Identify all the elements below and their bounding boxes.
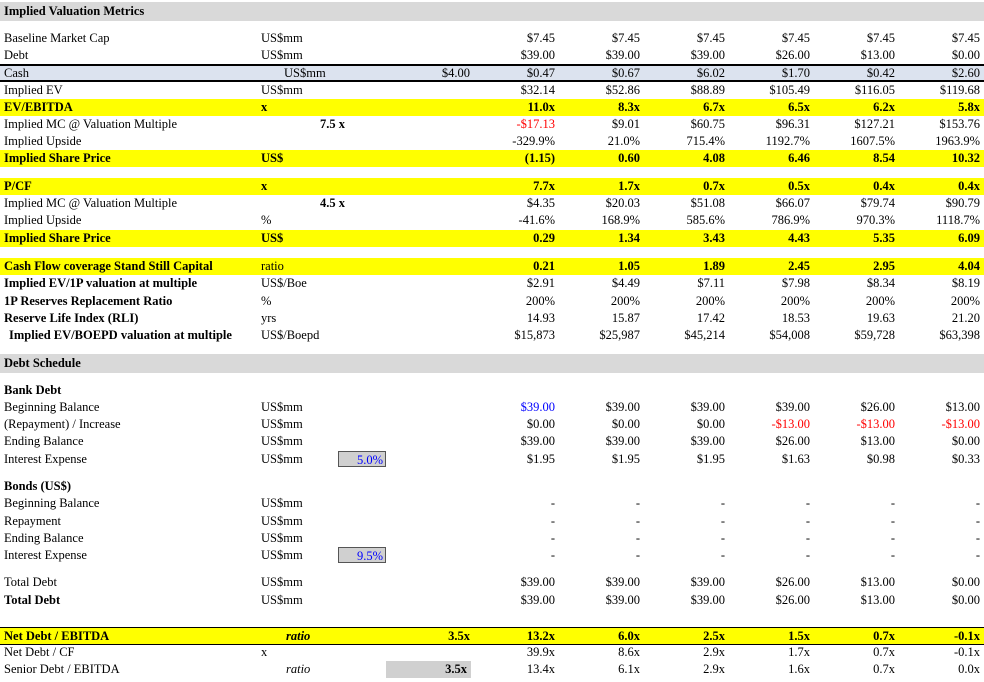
- value-cell[interactable]: -: [550, 548, 555, 562]
- row-ev-ebitda[interactable]: [0, 99, 984, 116]
- value-cell[interactable]: $39.00: [605, 593, 640, 607]
- value-cell[interactable]: -$13.00: [856, 417, 895, 431]
- value-cell[interactable]: $2.91: [526, 276, 555, 290]
- row-reserve-life-index[interactable]: [0, 310, 984, 327]
- row-bank-repayment[interactable]: [0, 416, 984, 433]
- row-unit: US$/Boepd: [261, 328, 320, 342]
- value-cell[interactable]: 5.35: [873, 231, 895, 245]
- value-cell[interactable]: -: [550, 531, 555, 545]
- value-cell[interactable]: 1.34: [618, 231, 640, 245]
- value-cell[interactable]: 13.4x: [526, 662, 555, 676]
- value-cell[interactable]: $32.14: [520, 83, 555, 97]
- row-label: 1P Reserves Replacement Ratio: [4, 294, 173, 308]
- value-cell[interactable]: 1607.5%: [850, 134, 895, 148]
- value-cell[interactable]: -: [635, 531, 640, 545]
- row-label: Beginning Balance: [4, 400, 100, 414]
- row-unit: US$mm: [261, 452, 303, 466]
- value-cell[interactable]: $39.00: [520, 48, 555, 62]
- row-label: Interest Expense: [4, 548, 87, 562]
- value-cell[interactable]: 1.7x: [788, 645, 810, 659]
- value-cell[interactable]: -: [805, 514, 810, 528]
- value-cell[interactable]: $7.45: [866, 31, 895, 45]
- value-cell[interactable]: 0.5x: [788, 179, 810, 193]
- row-unit: US$mm: [261, 48, 303, 62]
- row-label: (Repayment) / Increase: [4, 417, 121, 431]
- value-cell[interactable]: -: [550, 496, 555, 510]
- row-label: Implied EV: [4, 83, 63, 97]
- row-senior-debt-ebitda[interactable]: [0, 661, 984, 678]
- value-cell[interactable]: $0.67: [611, 66, 640, 80]
- value-cell[interactable]: $116.05: [854, 83, 895, 97]
- value-cell[interactable]: -: [975, 514, 980, 528]
- value-cell[interactable]: $26.00: [775, 593, 810, 607]
- value-cell[interactable]: 21.20: [951, 311, 980, 325]
- value-cell[interactable]: $0.00: [611, 417, 640, 431]
- value-cell[interactable]: 0.60: [618, 151, 640, 165]
- value-cell[interactable]: 970.3%: [856, 213, 895, 227]
- value-cell[interactable]: 3.43: [703, 231, 725, 245]
- value-cell[interactable]: 15.87: [611, 311, 640, 325]
- row-bonds-repayment[interactable]: [0, 513, 984, 530]
- value-cell[interactable]: $63,398: [939, 328, 980, 342]
- value-cell[interactable]: -: [805, 496, 810, 510]
- value-cell[interactable]: $7.45: [781, 31, 810, 45]
- value-cell[interactable]: 1.7x: [618, 179, 640, 193]
- row-implied-share-price-pcf[interactable]: [0, 230, 984, 247]
- value-cell[interactable]: $20.03: [605, 196, 640, 210]
- value-cell[interactable]: -$13.00: [771, 417, 810, 431]
- value-cell[interactable]: $7.45: [611, 31, 640, 45]
- value-cell[interactable]: $13.00: [945, 400, 980, 414]
- value-cell[interactable]: $1.95: [611, 452, 640, 466]
- value-cell[interactable]: 1963.9%: [935, 134, 980, 148]
- value-cell[interactable]: 4.04: [958, 259, 980, 273]
- row-unit: US$mm: [261, 434, 303, 448]
- value-cell[interactable]: 17.42: [696, 311, 725, 325]
- row-label: Cash: [4, 66, 29, 80]
- value-cell[interactable]: 6.2x: [873, 100, 895, 114]
- value-cell[interactable]: $8.34: [866, 276, 895, 290]
- value-cell[interactable]: -0.1x: [953, 645, 980, 659]
- section-title: Implied Valuation Metrics: [4, 4, 145, 18]
- value-cell[interactable]: 8.3x: [618, 100, 640, 114]
- row-unit: ratio: [261, 259, 284, 273]
- row-label: Total Debt: [4, 593, 61, 607]
- value-cell[interactable]: 2.9x: [703, 645, 725, 659]
- value-cell[interactable]: 715.4%: [686, 134, 725, 148]
- value-cell[interactable]: $0.00: [526, 417, 555, 431]
- value-cell[interactable]: $7.45: [526, 31, 555, 45]
- value-cell[interactable]: $0.33: [951, 452, 980, 466]
- row-implied-mc-ev[interactable]: [0, 116, 984, 133]
- row-label: Reserve Life Index (RLI): [4, 311, 139, 325]
- row-unit: US$mm: [261, 83, 303, 97]
- row-label: Net Debt / EBITDA: [4, 629, 110, 643]
- value-cell[interactable]: $25,987: [599, 328, 640, 342]
- value-cell[interactable]: -: [635, 496, 640, 510]
- value-cell[interactable]: $79.74: [860, 196, 895, 210]
- row-debt[interactable]: [0, 47, 984, 64]
- value-cell[interactable]: -: [720, 496, 725, 510]
- value-cell[interactable]: -329.9%: [512, 134, 555, 148]
- value-cell[interactable]: -: [805, 548, 810, 562]
- value-cell[interactable]: 200%: [780, 294, 810, 308]
- value-cell[interactable]: 0.7x: [873, 645, 895, 659]
- value-cell[interactable]: 39.9x: [526, 645, 555, 659]
- row-baseline-market-cap[interactable]: [0, 30, 984, 47]
- row-label: Cash Flow coverage Stand Still Capital: [4, 259, 213, 273]
- value-cell[interactable]: $39.00: [520, 575, 555, 589]
- row-implied-ev[interactable]: [0, 82, 984, 99]
- row-unit: yrs: [261, 311, 277, 325]
- value-cell[interactable]: -: [635, 514, 640, 528]
- row-label: Implied MC @ Valuation Multiple: [4, 196, 178, 210]
- row-bonds-heading: [0, 478, 984, 495]
- value-cell[interactable]: $39.00: [605, 434, 640, 448]
- value-cell[interactable]: $153.76: [939, 117, 980, 131]
- row-p-cf[interactable]: [0, 178, 984, 195]
- value-cell[interactable]: $0.00: [951, 48, 980, 62]
- value-cell[interactable]: $39.00: [690, 575, 725, 589]
- value-cell[interactable]: $0.47: [526, 66, 555, 80]
- value-cell[interactable]: -: [890, 531, 895, 545]
- value-cell[interactable]: 168.9%: [601, 213, 640, 227]
- row-label: Senior Debt / EBITDA: [4, 662, 120, 676]
- value-cell[interactable]: $7.45: [696, 31, 725, 45]
- value-cell[interactable]: $39.00: [690, 434, 725, 448]
- row-bank-beginning-balance[interactable]: [0, 399, 984, 416]
- row-cash-selected[interactable]: [0, 64, 984, 82]
- value-cell[interactable]: -: [975, 531, 980, 545]
- value-cell[interactable]: -: [975, 548, 980, 562]
- subsection-title: Bank Debt: [4, 383, 62, 397]
- value-cell[interactable]: $26.00: [775, 434, 810, 448]
- value-cell[interactable]: 7.7x: [533, 179, 555, 193]
- value-cell[interactable]: $39.00: [520, 434, 555, 448]
- value-cell[interactable]: 2.45: [788, 259, 810, 273]
- row-unit: US$mm: [261, 548, 303, 562]
- threshold-input[interactable]: 3.5x: [386, 661, 471, 678]
- value-cell[interactable]: 0.7x: [873, 662, 895, 676]
- row-bonds-ending-balance[interactable]: [0, 530, 984, 547]
- value-cell[interactable]: 8.6x: [618, 645, 640, 659]
- row-cash-flow-coverage[interactable]: [0, 258, 984, 275]
- row-unit: US$mm: [261, 31, 303, 45]
- value-cell[interactable]: 4.08: [703, 151, 725, 165]
- row-implied-mc-pcf[interactable]: [0, 195, 984, 212]
- value-cell[interactable]: $26.00: [775, 48, 810, 62]
- value-cell[interactable]: $15,873: [514, 328, 555, 342]
- value-cell[interactable]: $7.45: [951, 31, 980, 45]
- interest-rate-input[interactable]: 5.0%: [338, 451, 386, 467]
- row-label: EV/EBITDA: [4, 100, 73, 114]
- row-implied-upside-pcf[interactable]: [0, 212, 984, 229]
- value-cell[interactable]: 6.5x: [788, 100, 810, 114]
- value-cell[interactable]: 0.21: [533, 259, 555, 273]
- value-cell[interactable]: 1192.7%: [765, 134, 810, 148]
- value-cell[interactable]: 0.7x: [703, 179, 725, 193]
- value-cell[interactable]: $52.86: [605, 83, 640, 97]
- value-cell[interactable]: $13.00: [860, 48, 895, 62]
- value-cell[interactable]: $39.00: [690, 48, 725, 62]
- value-cell[interactable]: -: [720, 548, 725, 562]
- value-cell[interactable]: 6.46: [788, 151, 810, 165]
- value-cell[interactable]: 10.32: [951, 151, 980, 165]
- value-cell[interactable]: 19.63: [866, 311, 895, 325]
- value-cell[interactable]: $26.00: [860, 400, 895, 414]
- value-cell[interactable]: $59,728: [854, 328, 895, 342]
- row-label: Beginning Balance: [4, 496, 100, 510]
- row-unit: US$mm: [284, 66, 326, 80]
- row-unit: x: [261, 179, 268, 193]
- row-unit: x: [261, 645, 268, 659]
- row-label: Total Debt: [4, 575, 57, 589]
- value-cell[interactable]: $127.21: [854, 117, 895, 131]
- row-bonds-interest-expense[interactable]: [0, 547, 984, 564]
- interest-rate-input[interactable]: 9.5%: [338, 547, 386, 563]
- value-cell[interactable]: $13.00: [860, 593, 895, 607]
- section-header-debt: [0, 354, 984, 373]
- value-cell[interactable]: $39.00: [605, 400, 640, 414]
- value-cell[interactable]: 18.53: [781, 311, 810, 325]
- value-cell[interactable]: $0.42: [866, 66, 895, 80]
- section-title: Debt Schedule: [4, 356, 81, 370]
- section-header-implied: [0, 2, 984, 21]
- value-cell[interactable]: $0.00: [951, 575, 980, 589]
- row-unit: x: [261, 100, 268, 114]
- value-cell[interactable]: $2.60: [951, 66, 980, 80]
- row-label: Ending Balance: [4, 531, 84, 545]
- value-cell[interactable]: (1.15): [524, 151, 555, 165]
- row-unit: US$mm: [261, 496, 303, 510]
- row-unit: US$: [261, 231, 284, 245]
- value-cell[interactable]: -: [720, 514, 725, 528]
- value-cell[interactable]: -: [975, 496, 980, 510]
- value-cell[interactable]: -$13.00: [941, 417, 980, 431]
- value-cell[interactable]: $88.89: [690, 83, 725, 97]
- value-cell[interactable]: 2.95: [873, 259, 895, 273]
- value-cell[interactable]: 5.8x: [958, 100, 980, 114]
- cash-input-value[interactable]: $4.00: [441, 66, 470, 80]
- value-cell[interactable]: $1.95: [526, 452, 555, 466]
- value-cell[interactable]: $39.00: [605, 575, 640, 589]
- value-cell[interactable]: $26.00: [775, 575, 810, 589]
- value-cell[interactable]: 200%: [865, 294, 895, 308]
- value-cell[interactable]: $105.49: [769, 83, 810, 97]
- row-unit: US$mm: [261, 531, 303, 545]
- value-cell[interactable]: $39.00: [690, 400, 725, 414]
- value-cell[interactable]: -: [805, 531, 810, 545]
- value-cell[interactable]: -: [550, 514, 555, 528]
- row-unit: ratio: [286, 662, 311, 676]
- value-cell[interactable]: -0.1x: [953, 629, 980, 643]
- value-cell[interactable]: $39.00: [690, 593, 725, 607]
- value-cell[interactable]: $13.00: [860, 434, 895, 448]
- value-cell[interactable]: $66.07: [775, 196, 810, 210]
- value-cell[interactable]: 2.9x: [703, 662, 725, 676]
- row-label: Implied EV/BOEPD valuation at multiple: [9, 328, 232, 342]
- row-bank-ending-balance[interactable]: [0, 433, 984, 450]
- row-unit: US$mm: [261, 417, 303, 431]
- value-cell[interactable]: -: [890, 548, 895, 562]
- row-net-debt-cf[interactable]: [0, 644, 984, 661]
- value-cell[interactable]: 6.1x: [618, 662, 640, 676]
- value-cell[interactable]: 1.05: [618, 259, 640, 273]
- value-cell[interactable]: 786.9%: [771, 213, 810, 227]
- row-total-debt[interactable]: [0, 574, 984, 591]
- value-cell[interactable]: $0.00: [696, 417, 725, 431]
- value-cell[interactable]: $39.00: [520, 593, 555, 607]
- row-reserves-replacement[interactable]: [0, 293, 984, 310]
- value-cell[interactable]: $4.35: [526, 196, 555, 210]
- value-cell-input[interactable]: $39.00: [520, 400, 555, 414]
- value-cell[interactable]: $1.95: [696, 452, 725, 466]
- row-unit: US$mm: [261, 514, 303, 528]
- value-cell[interactable]: $54,008: [769, 328, 810, 342]
- value-cell[interactable]: 585.6%: [686, 213, 725, 227]
- value-cell[interactable]: $6.02: [696, 66, 725, 80]
- row-unit: US$mm: [261, 593, 303, 607]
- row-implied-ev-1p[interactable]: [0, 275, 984, 292]
- value-cell[interactable]: 0.7x: [873, 629, 895, 643]
- value-cell[interactable]: 6.7x: [703, 100, 725, 114]
- row-label: Net Debt / CF: [4, 645, 75, 659]
- value-cell[interactable]: $39.00: [605, 48, 640, 62]
- value-cell[interactable]: 2.5x: [703, 629, 725, 643]
- row-label: P/CF: [4, 179, 32, 193]
- value-cell[interactable]: 1.89: [703, 259, 725, 273]
- row-label: Implied Upside: [4, 134, 82, 148]
- row-label: Implied MC @ Valuation Multiple: [4, 117, 178, 131]
- row-label: Implied Share Price: [4, 151, 111, 165]
- row-bank-interest-expense[interactable]: [0, 451, 984, 468]
- row-implied-ev-boepd[interactable]: [0, 327, 984, 344]
- value-cell[interactable]: -: [890, 496, 895, 510]
- valuation-multiple[interactable]: 7.5 x: [320, 117, 345, 131]
- value-cell[interactable]: 200%: [610, 294, 640, 308]
- row-label: Implied Share Price: [4, 231, 111, 245]
- value-cell[interactable]: $119.68: [939, 83, 980, 97]
- value-cell[interactable]: $39.00: [775, 400, 810, 414]
- row-bonds-beginning-balance[interactable]: [0, 495, 984, 512]
- value-cell[interactable]: -: [720, 531, 725, 545]
- value-cell[interactable]: -: [890, 514, 895, 528]
- row-bank-debt-heading: [0, 382, 984, 399]
- value-cell[interactable]: $13.00: [860, 575, 895, 589]
- row-label: Repayment: [4, 514, 61, 528]
- value-cell[interactable]: -: [635, 548, 640, 562]
- row-unit: US$mm: [261, 400, 303, 414]
- value-cell[interactable]: 1118.7%: [936, 213, 980, 227]
- row-net-debt-ebitda[interactable]: [0, 627, 984, 645]
- value-cell[interactable]: 1.5x: [788, 629, 810, 643]
- value-cell[interactable]: $9.01: [611, 117, 640, 131]
- value-cell[interactable]: 200%: [525, 294, 555, 308]
- value-cell[interactable]: 11.0x: [527, 100, 555, 114]
- value-cell[interactable]: $96.31: [775, 117, 810, 131]
- row-unit: US$/Boe: [261, 276, 307, 290]
- subsection-title: Bonds (US$): [4, 479, 72, 493]
- row-label: Debt: [4, 48, 29, 62]
- row-label: Interest Expense: [4, 452, 87, 466]
- value-cell[interactable]: 6.0x: [618, 629, 640, 643]
- value-cell[interactable]: $7.98: [781, 276, 810, 290]
- value-cell[interactable]: $0.98: [866, 452, 895, 466]
- value-cell[interactable]: 4.43: [788, 231, 810, 245]
- row-total-debt-bold[interactable]: [0, 592, 984, 609]
- value-cell[interactable]: 14.93: [526, 311, 555, 325]
- row-unit: ratio: [286, 629, 311, 643]
- value-cell[interactable]: $90.79: [945, 196, 980, 210]
- value-cell[interactable]: $60.75: [690, 117, 725, 131]
- value-cell[interactable]: -41.6%: [518, 213, 555, 227]
- value-cell[interactable]: $4.49: [611, 276, 640, 290]
- threshold-value[interactable]: 3.5x: [448, 629, 470, 643]
- value-cell[interactable]: 0.4x: [873, 179, 895, 193]
- value-cell[interactable]: $0.00: [951, 434, 980, 448]
- value-cell[interactable]: 200%: [950, 294, 980, 308]
- value-cell[interactable]: 0.0x: [958, 662, 980, 676]
- value-cell[interactable]: $0.00: [951, 593, 980, 607]
- value-cell[interactable]: $1.70: [781, 66, 810, 80]
- value-cell[interactable]: 0.4x: [958, 179, 980, 193]
- value-cell[interactable]: 8.54: [873, 151, 895, 165]
- row-label: Implied EV/1P valuation at multiple: [4, 276, 198, 290]
- value-cell[interactable]: $1.63: [781, 452, 810, 466]
- value-cell[interactable]: $45,214: [684, 328, 725, 342]
- row-implied-upside-ev[interactable]: [0, 133, 984, 150]
- value-cell[interactable]: 6.09: [958, 231, 980, 245]
- row-label: Ending Balance: [4, 434, 84, 448]
- row-label: Baseline Market Cap: [4, 31, 110, 45]
- row-label: Implied Upside: [4, 213, 82, 227]
- row-unit: US$mm: [261, 575, 303, 589]
- value-cell[interactable]: -$17.13: [516, 117, 555, 131]
- value-cell[interactable]: 0.29: [533, 231, 555, 245]
- value-cell[interactable]: 200%: [695, 294, 725, 308]
- row-unit: US$: [261, 151, 284, 165]
- value-cell[interactable]: 13.2x: [526, 629, 555, 643]
- value-cell[interactable]: 1.6x: [788, 662, 810, 676]
- value-cell[interactable]: $7.11: [697, 276, 725, 290]
- value-cell[interactable]: $51.08: [690, 196, 725, 210]
- value-cell[interactable]: 21.0%: [607, 134, 640, 148]
- row-unit: %: [261, 294, 272, 308]
- valuation-multiple[interactable]: 4.5 x: [320, 196, 345, 210]
- row-implied-share-price-ev[interactable]: [0, 150, 984, 167]
- value-cell[interactable]: $8.19: [951, 276, 980, 290]
- row-unit: %: [261, 213, 272, 227]
